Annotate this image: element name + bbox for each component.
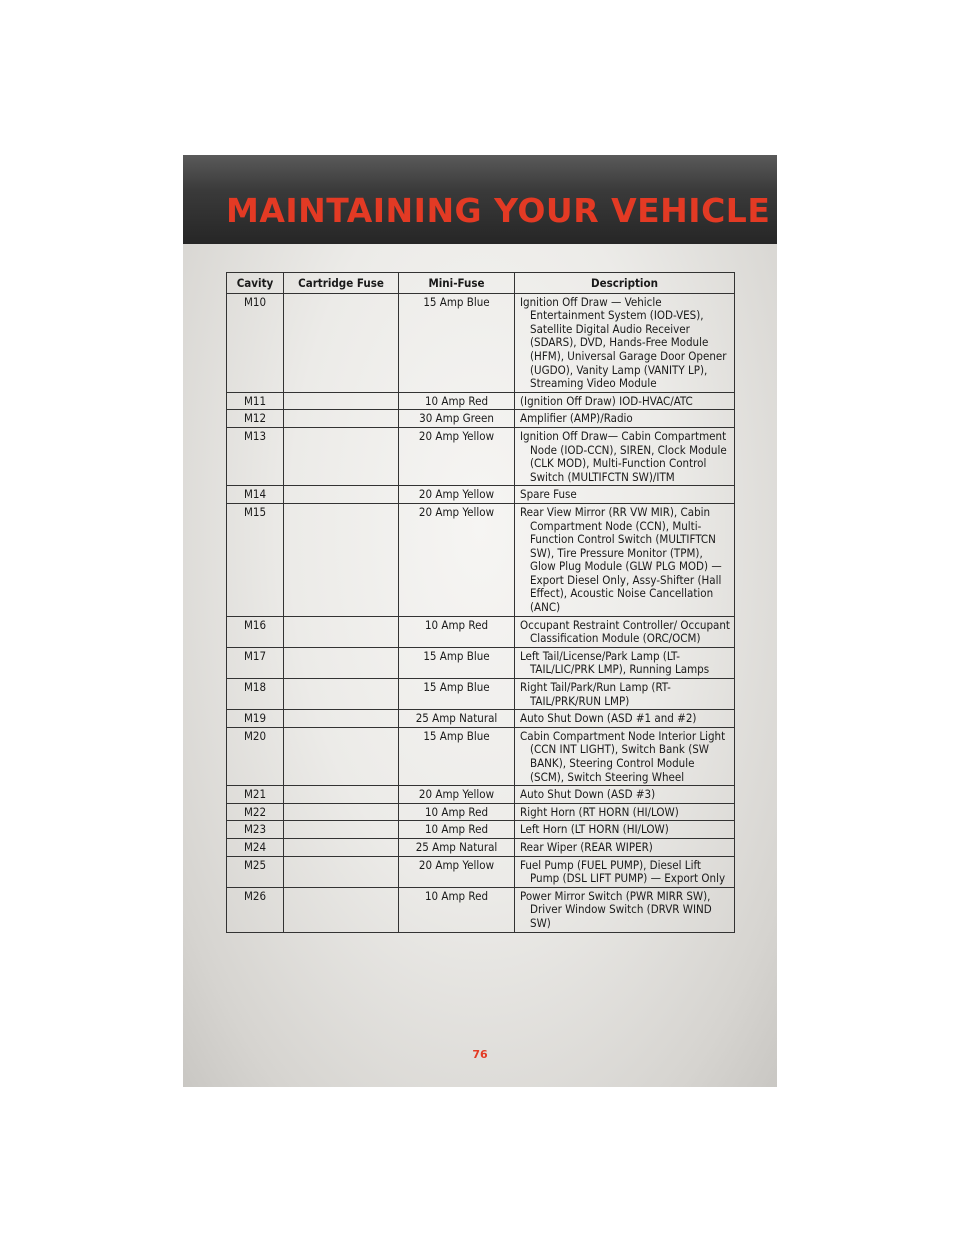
description-text: Left Horn (LT HORN (HI/LOW) <box>520 822 669 837</box>
description-cell <box>515 821 735 839</box>
mini-fuse-cell: 10 Amp Red <box>399 392 515 410</box>
cartridge-fuse-cell <box>284 616 399 647</box>
fuse-table <box>226 272 735 933</box>
description-text: Left Tail/License/Park Lamp (LT-TAIL/LIC/PRK LMP), Running Lamps <box>520 648 710 677</box>
cavity-cell: M19 <box>227 710 284 728</box>
cavity-cell: M10 <box>227 293 284 392</box>
mini-fuse-cell: 15 Amp Blue <box>399 727 515 785</box>
table-row <box>227 293 735 392</box>
mini-fuse-cell: 15 Amp Blue <box>399 293 515 392</box>
cartridge-fuse-cell <box>284 821 399 839</box>
section-title: MAINTAINING YOUR VEHICLE <box>226 191 771 230</box>
table-row <box>227 647 735 678</box>
description-text: Auto Shut Down (ASD #3) <box>520 787 656 802</box>
mini-fuse-cell: 20 Amp Yellow <box>399 786 515 804</box>
description-text: Cabin Compartment Node Interior Light (CCN INT LIGHT), Switch Bank (SW BANK), Steering Control Module (SCM), Switch Steering Wheel <box>520 728 726 784</box>
description-cell <box>515 410 735 428</box>
cavity-cell: M11 <box>227 392 284 410</box>
cavity-cell: M15 <box>227 503 284 616</box>
description-cell <box>515 710 735 728</box>
cartridge-fuse-cell <box>284 647 399 678</box>
cavity-cell: M24 <box>227 838 284 856</box>
mini-fuse-cell: 10 Amp Red <box>399 803 515 821</box>
mini-fuse-cell: 25 Amp Natural <box>399 710 515 728</box>
column-header-description: Description <box>515 273 735 294</box>
column-header-cartridge-fuse: Cartridge Fuse <box>284 273 399 294</box>
mini-fuse-cell: 15 Amp Blue <box>399 679 515 710</box>
cartridge-fuse-cell <box>284 392 399 410</box>
table-row <box>227 727 735 785</box>
description-text: Amplifier (AMP)/Radio <box>520 411 633 426</box>
table-row <box>227 710 735 728</box>
table-row <box>227 679 735 710</box>
description-cell <box>515 838 735 856</box>
cavity-cell: M20 <box>227 727 284 785</box>
description-text: Auto Shut Down (ASD #1 and #2) <box>520 711 697 726</box>
cartridge-fuse-cell <box>284 679 399 710</box>
table-row <box>227 410 735 428</box>
description-cell <box>515 392 735 410</box>
description-text: Fuel Pump (FUEL PUMP), Diesel Lift Pump (DSL LIFT PUMP) — Export Only <box>520 857 726 886</box>
cavity-cell: M18 <box>227 679 284 710</box>
cavity-cell: M13 <box>227 427 284 485</box>
description-text: Right Tail/Park/Run Lamp (RT-TAIL/PRK/RUN LMP) <box>520 680 671 708</box>
table-row <box>227 838 735 856</box>
description-cell <box>515 616 735 647</box>
description-text: Rear View Mirror (RR VW MIR), Cabin Compartment Node (CCN), Multi-Function Control Switch (MULTIFTCN SW), Tire Pressure Monitor (TPM), Glow Plug Module (GLW PLG MOD) — Export Diesel Only, Assy-Shifter (Hall Effect), Acoustic Noise Cancellation (ANC) <box>520 504 722 615</box>
table-row <box>227 887 735 932</box>
cartridge-fuse-cell <box>284 710 399 728</box>
cartridge-fuse-cell <box>284 838 399 856</box>
table-row <box>227 821 735 839</box>
description-cell <box>515 293 735 392</box>
table-header-row <box>227 273 735 294</box>
description-cell <box>515 727 735 785</box>
table-body <box>227 293 735 932</box>
manual-page <box>183 155 777 1087</box>
description-text: (Ignition Off Draw) IOD-HVAC/ATC <box>520 393 693 408</box>
mini-fuse-cell: 10 Amp Red <box>399 821 515 839</box>
cartridge-fuse-cell <box>284 503 399 616</box>
description-cell <box>515 503 735 616</box>
description-text: Power Mirror Switch (PWR MIRR SW), Driver Window Switch (DRVR WIND SW) <box>520 888 712 930</box>
page-number: 76 <box>472 1048 488 1061</box>
cartridge-fuse-cell <box>284 410 399 428</box>
mini-fuse-cell: 30 Amp Green <box>399 410 515 428</box>
cavity-cell: M17 <box>227 647 284 678</box>
cartridge-fuse-cell <box>284 727 399 785</box>
description-cell <box>515 486 735 504</box>
description-text: Ignition Off Draw— Cabin Compartment Node (IOD-CCN), SIREN, Clock Module (CLK MOD), Multi-Function Control Switch (MULTIFCTN SW)/ITM <box>520 428 727 484</box>
description-cell <box>515 647 735 678</box>
description-text: Ignition Off Draw — Vehicle Entertainment System (IOD-VES), Satellite Digital Audio Receiver (SDARS), DVD, Hands-Free Module (HFM), Universal Garage Door Opener (UGDO), Vanity Lamp (VANITY LP), Streaming Video Module <box>520 294 727 391</box>
cavity-cell: M26 <box>227 887 284 932</box>
cavity-cell: M25 <box>227 856 284 887</box>
description-cell <box>515 427 735 485</box>
column-header-mini-fuse: Mini-Fuse <box>399 273 515 294</box>
mini-fuse-cell: 25 Amp Natural <box>399 838 515 856</box>
table-row <box>227 856 735 887</box>
cavity-cell: M23 <box>227 821 284 839</box>
cartridge-fuse-cell <box>284 856 399 887</box>
cartridge-fuse-cell <box>284 293 399 392</box>
mini-fuse-cell: 10 Amp Red <box>399 887 515 932</box>
table-row <box>227 786 735 804</box>
cavity-cell: M14 <box>227 486 284 504</box>
table-row <box>227 427 735 485</box>
description-cell <box>515 786 735 804</box>
cavity-cell: M16 <box>227 616 284 647</box>
cartridge-fuse-cell <box>284 486 399 504</box>
description-cell <box>515 803 735 821</box>
cartridge-fuse-cell <box>284 427 399 485</box>
table-row <box>227 803 735 821</box>
fuse-table-container <box>226 272 734 933</box>
description-text: Rear Wiper (REAR WIPER) <box>520 839 653 854</box>
table-row <box>227 616 735 647</box>
mini-fuse-cell: 20 Amp Yellow <box>399 503 515 616</box>
description-text: Spare Fuse <box>520 487 577 502</box>
cartridge-fuse-cell <box>284 887 399 932</box>
description-cell <box>515 887 735 932</box>
description-cell <box>515 856 735 887</box>
column-header-cavity: Cavity <box>227 273 284 294</box>
mini-fuse-cell: 20 Amp Yellow <box>399 486 515 504</box>
cartridge-fuse-cell <box>284 803 399 821</box>
description-text: Right Horn (RT HORN (HI/LOW) <box>520 804 679 819</box>
cavity-cell: M22 <box>227 803 284 821</box>
mini-fuse-cell: 15 Amp Blue <box>399 647 515 678</box>
cartridge-fuse-cell <box>284 786 399 804</box>
table-row <box>227 486 735 504</box>
table-row <box>227 392 735 410</box>
cavity-cell: M21 <box>227 786 284 804</box>
mini-fuse-cell: 20 Amp Yellow <box>399 427 515 485</box>
description-cell <box>515 679 735 710</box>
section-header <box>183 155 777 244</box>
table-row <box>227 503 735 616</box>
mini-fuse-cell: 10 Amp Red <box>399 616 515 647</box>
description-text: Occupant Restraint Controller/ Occupant Classification Module (ORC/OCM) <box>520 617 730 646</box>
cavity-cell: M12 <box>227 410 284 428</box>
mini-fuse-cell: 20 Amp Yellow <box>399 856 515 887</box>
